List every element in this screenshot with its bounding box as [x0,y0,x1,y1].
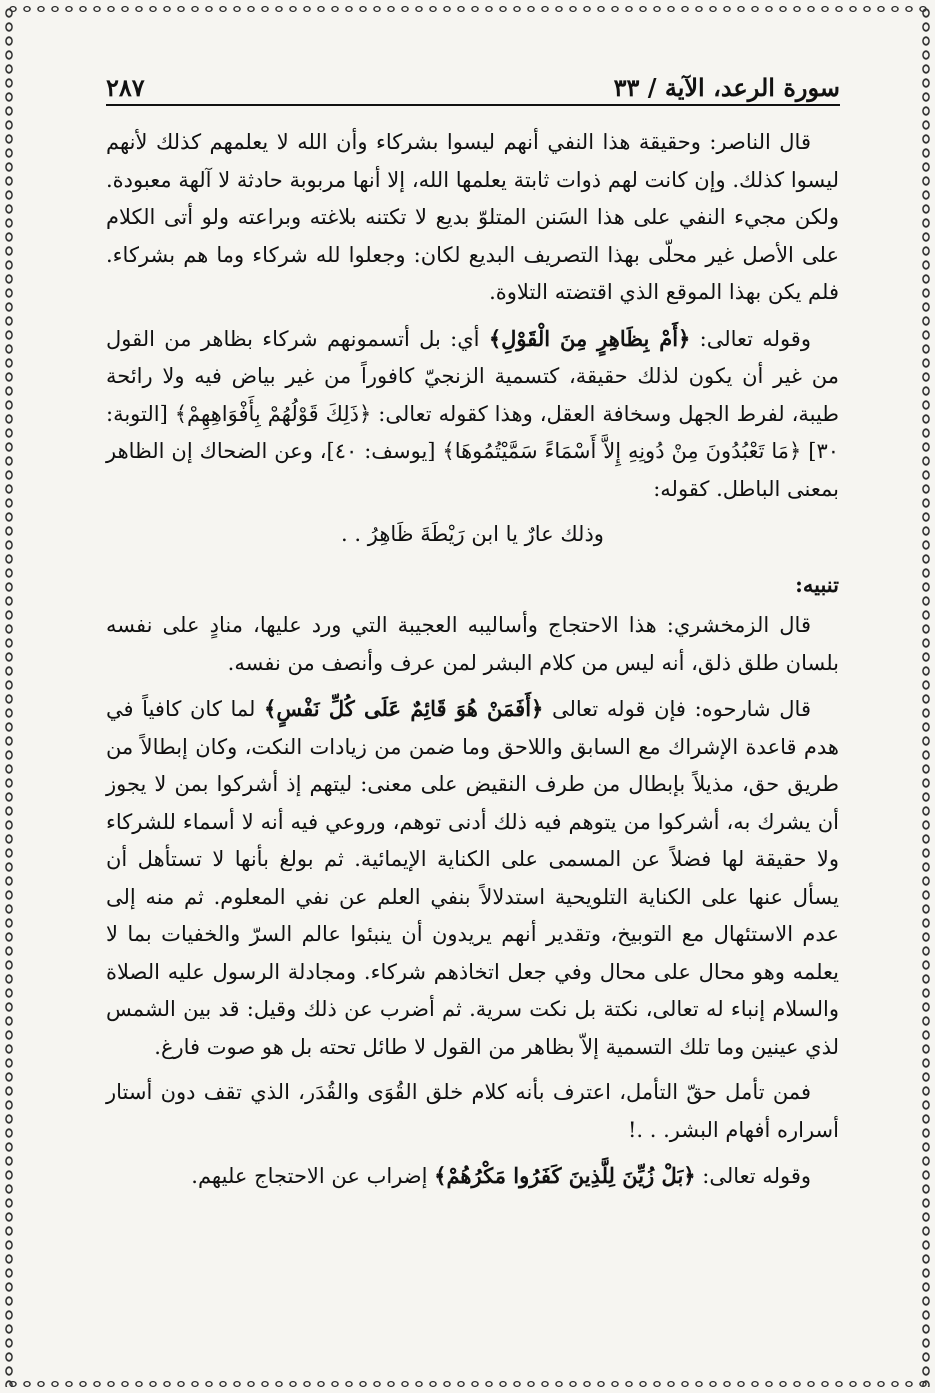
poetry-verse: وذلك عارٌ يا ابن رَيْطَةَ ظَاهِرُ . . [341,522,604,546]
paragraph-text: لما كان كافياً في هدم قاعدة الإشراك مع السابق واللاحق وما ضمن من زيادات النكت، وكان إبطالاً من طريق حق، مذيلاً بإبطال من طرف النقيض على معنى: ليتهم إذ أشركوا بمن لا يجوز أن يشرك به، أشركوا من يتوهم فيه ذلك أدنى توهم، وروعي فيه أنه لا أسماء للشركاء ولا حقيقة لها فضلاً عن المسمى على الكناية الإيمائية. ثم بولغ بأنها لا تستأهل أن يسأل عنها على الكناية التلويحية استدلالاً بنفي العلم عن نفي المعلوم. ثم منه إلى عدم الاستئهال مع التوبيخ، وتقدير أنهم يريدون أن ينبئوا عالم السرّ والخفيات بما لا يعلمه وهو محال على محال وفي جعل اتخاذهم شركاء. ومجادلة الرسول عليه الصلاة والسلام إنباء له تعالى، نكتة بل نكت سرية. ثم أضرب عن ذلك وقيل: قد بين الشمس لذي عينين وما تلك التسمية إلاّ بظاهر من القول لا طائل تحته بل هو صوت فارغ. [106,697,839,1059]
paragraph-text: أي: بل أتسمونهم شركاء بظاهر من القول من غير أن يكون لذلك حقيقة، كتسمية الزنجيّ كافوراً من غير بياض فيه ولا رائحة طيبة، لفرط الجهل وسخافة العقل، وهذا كقوله تعالى: ﴿ذَلِكَ قَوْلُهُمْ بِأَفْوَاهِهِمْ﴾ [التوبة: ٣٠] ﴿مَا تَعْبُدُونَ مِنْ دُونِهِ إِلاَّ أَسْمَاءً سَمَّيْتُمُوهَا﴾ [يوسف: ٤٠]، وعن الضحاك إن الظاهر بمعنى الباطل. كقوله: [106,326,840,501]
paragraph-lead: وقوله تعالى: [690,326,811,351]
chain-border-bottom [6,1377,929,1391]
header-rule [106,104,840,106]
paragraph-lead: قال شارحوه: فإن قوله تعالى [543,697,811,721]
paragraph-lead: وقوله تعالى: [695,1164,811,1188]
quran-quote: ﴿أَفَمَنْ هُوَ قَائِمٌ عَلَى كُلِّ نَفْسٍ﴾ [264,696,544,721]
paragraph-nasir: قال الناصر: وحقيقة هذا النفي أنهم ليسوا بشركاء وأن الله لا يعلمهم كذلك لأنهم ليسوا كذلك. وإن كانت لهم ذوات ثابتة يعلمها الله، إلا أنها مربوبة حادثة لا آلهة معبودة. ولكن مجيء النفي على هذا السَنن المتلوّ بديع لا تكتنه بلاغته وبراعته ولو أتى الكلام على الأصل غير محلّى بهذا التصريف البديع لكان: وجعلوا لله شركاء وما هم بشركاء. فلم يكن بهذا الموقع الذي اقتضته التلاوة. [106,130,839,304]
paragraph-final [106,1157,839,1196]
section-heading: تنبيه: [795,571,839,597]
paragraph-zamakhshari: قال الزمخشري: هذا الاحتجاج وأساليبه العجيبة التي ورد عليها، منادٍ على نفسه بلسان طلق ذلق، أنه ليس من كلام البشر لمن عرف وأنصف من نفسه. [106,613,839,675]
paragraph-commentators [106,690,839,1066]
chain-border-right [919,6,933,1387]
page-body [106,124,839,1204]
quran-quote: ﴿أَمْ بِظَاهِرٍ مِنَ الْقَوْلِ﴾ [488,325,691,351]
paragraph-zahir [106,320,839,509]
chain-border-left [2,6,16,1387]
chain-border-top [6,2,929,16]
page-header [106,62,840,102]
quran-quote: ﴿بَلْ زُيِّنَ لِلَّذِينَ كَفَرُوا مَكْرُهُمْ﴾ [434,1163,696,1188]
paragraph-text: إضراب عن الاحتجاج عليهم. [191,1164,435,1188]
surah-reference: سورة الرعد، الآية / ٣٣ [613,73,840,102]
page-number: ٢٨٧ [106,73,145,102]
paragraph-contemplation: فمن تأمل حقّ التأمل، اعترف بأنه كلام خلق القُوَى والقُدَر، الذي تقف دون أستار أسراره أفهام البشر. . .! [106,1080,839,1142]
